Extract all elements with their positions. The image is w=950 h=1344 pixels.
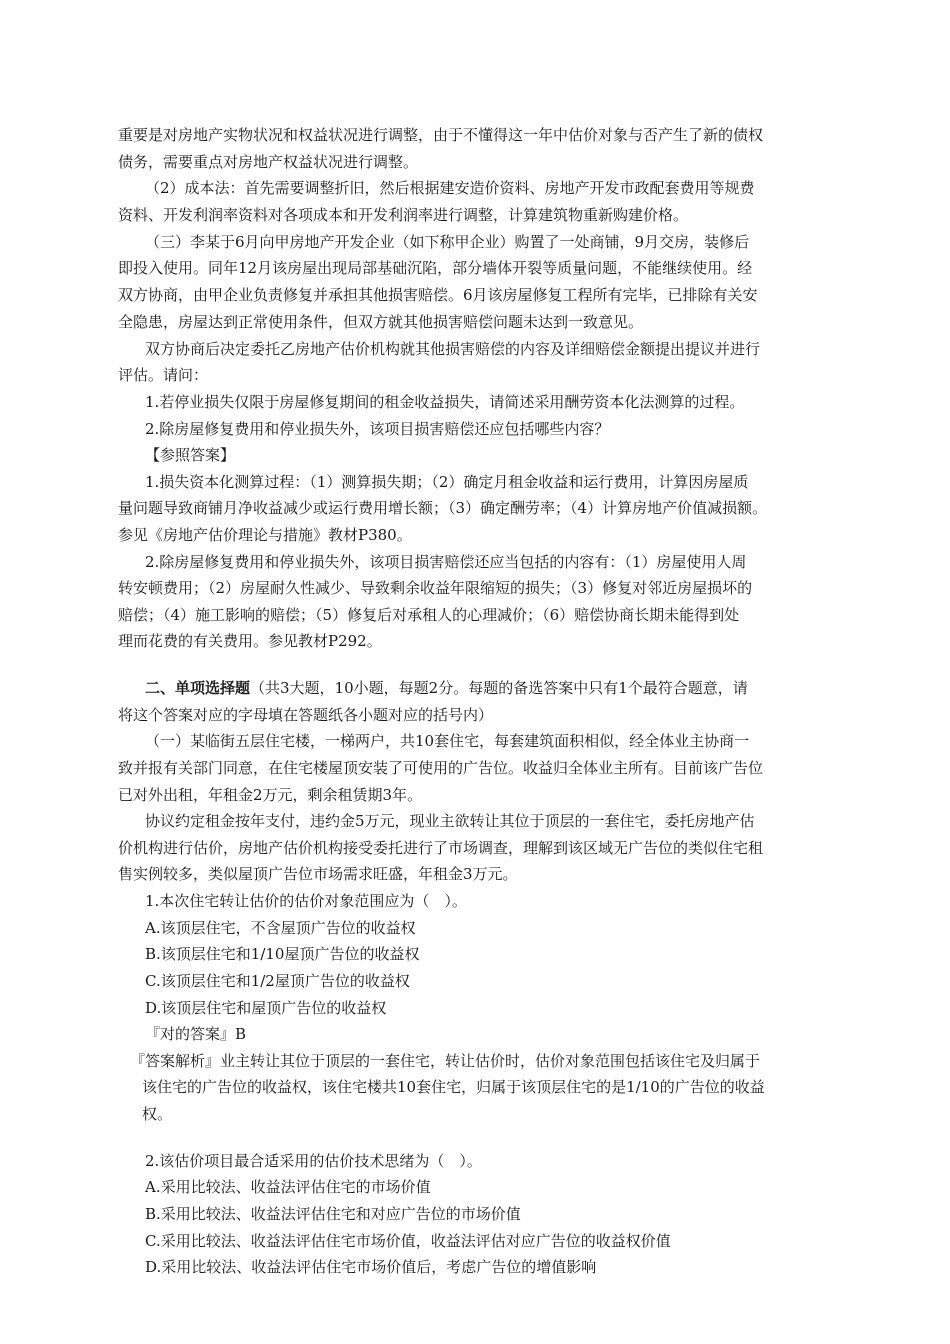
option-text: D.采用比较法、收益法评估住宅市场价值后，考虑广告位的增值影响 xyxy=(145,1258,597,1276)
text-line: 双方协商，由甲企业负责修复并承担其他损害赔偿。6月该房屋修复工程所有完毕，已排除有关安 xyxy=(118,286,758,304)
text-line: 致并报有关部门同意，在住宅楼屋顶安装了可使用的广告位。收益归全体业主所有。目前该广告位 xyxy=(118,759,764,777)
text-line: 双方协商后决定委托乙房地产估价机构就其他损害赔偿的内容及详细赔偿金额提出提议并进行 xyxy=(145,340,761,358)
text-line: 重要是对房地产实物状况和权益状况进行调整，由于不懂得这一年中估价对象与否产生了新的债权 xyxy=(118,126,764,144)
text-line: 债务，需要重点对房地产权益状况进行调整。 xyxy=(118,153,419,171)
text-line: 售实例较多，类似屋顶广告位市场需求旺盛，年租金3万元。 xyxy=(118,865,518,883)
option-text: A.采用比较法、收益法评估住宅的市场价值 xyxy=(145,1178,431,1196)
text-line: （三）李某于6月向甲房地产开发企业（如下称甲企业）购置了一处商铺，9月交房，装修后 xyxy=(145,233,750,251)
text-line: （一）某临街五层住宅楼，一梯两户，共10套住宅，每套建筑面积相似，经全体业主协商一 xyxy=(145,732,750,750)
answer-text: 参见《房地产估价理论与措施》教材P380。 xyxy=(118,526,412,544)
correct-answer: 『对的答案』B xyxy=(145,1025,247,1043)
option-text: A.该顶层住宅，不含屋顶广告位的收益权 xyxy=(145,919,416,937)
section-intro: 二、单项选择题（共3大题，10小题，每题2分。每题的备选答案中只有1个最符合题意，请 xyxy=(145,679,748,697)
answer-text: 量问题导致商铺月净收益减少或运行费用增长额；（3）确定酬劳率；（4）计算房地产价值减损额。 xyxy=(118,499,768,517)
answer-text: 转安顿费用；（2）房屋耐久性减少、导致剩余收益年限缩短的损失；（3）修复对邻近房屋损坏的 xyxy=(118,579,753,597)
answer-text: 1.损失资本化测算过程：（1）测算损失期；（2）确定月租金收益和运行费用，计算因房屋质 xyxy=(145,473,749,491)
text-line: （2）成本法：首先需要调整折旧，然后根据建安造价资料、房地产开发市政配套费用等规费 xyxy=(145,179,755,197)
answer-text: 赔偿；（4）施工影响的赔偿；（5）修复后对承租人的心理减价；（6）赔偿协商长期未能得到处 xyxy=(118,606,740,624)
option-text: D.该顶层住宅和屋顶广告位的收益权 xyxy=(145,999,387,1017)
answer-heading: 【参照答案】 xyxy=(145,446,236,464)
text-line: 资料、开发利润率资料对各项成本和开发利润率进行调整，计算建筑物重新购建价格。 xyxy=(118,206,689,224)
answer-analysis: 『答案解析』业主转让其位于顶层的一套住宅，转让估价时，估价对象范围包括该住宅及归属于 xyxy=(130,1052,761,1070)
option-text: B.该顶层住宅和1/10屋顶广告位的收益权 xyxy=(145,945,420,963)
option-text: C.采用比较法、收益法评估住宅市场价值，收益法评估对应广告位的收益权价值 xyxy=(145,1232,671,1250)
answer-analysis: 权。 xyxy=(142,1105,173,1123)
section-heading: 二、单项选择题 xyxy=(145,679,251,697)
text-line: 已对外出租，年租金2万元，剩余租赁期3年。 xyxy=(118,786,423,804)
text-line: 评估。请问： xyxy=(118,366,209,384)
answer-text: 2.除房屋修复费用和停业损失外，该项目损害赔偿还应当包括的内容有：（1）房屋使用人周 xyxy=(145,553,747,571)
question-text: 1.若停业损失仅限于房屋修复期间的租金收益损失，请简述采用酬劳资本化法测算的过程。 xyxy=(145,393,745,411)
text-line: 协议约定租金按年支付，违约金5万元，现业主欲转让其位于顶层的一套住宅，委托房地产估 xyxy=(145,812,755,830)
text-line: 即投入使用。同年12月该房屋出现局部基础沉陷，部分墙体开裂等质量问题，不能继续使用。经 xyxy=(118,259,753,277)
answer-analysis: 该住宅的广告位的收益权，该住宅楼共10套住宅，归属于该顶层住宅的是1/10的广告位的收益 xyxy=(142,1078,765,1096)
option-text: B.采用比较法、收益法评估住宅和对应广告位的市场价值 xyxy=(145,1205,521,1223)
question-text: 1.本次住宅转让估价的估价对象范围应为（ ）。 xyxy=(145,892,467,910)
text-line: 价机构进行估价，房地产估价机构接受委托进行了市场调查，理解到该区域无广告位的类似住宅租 xyxy=(118,839,764,857)
section-intro: 将这个答案对应的字母填在答题纸各小题对应的括号内） xyxy=(118,706,494,724)
text-line: 全隐患，房屋达到正常使用条件，但双方就其他损害赔偿问题未达到一致意见。 xyxy=(118,313,644,331)
option-text: C.该顶层住宅和1/2屋顶广告位的收益权 xyxy=(145,972,410,990)
answer-text: 理而花费的有关费用。参见教材P292。 xyxy=(118,632,382,650)
question-text: 2.该估价项目最合适采用的估价技术思绪为（ ）。 xyxy=(145,1152,482,1170)
question-text: 2.除房屋修复费用和停业损失外，该项目损害赔偿还应包括哪些内容？ xyxy=(145,420,610,438)
